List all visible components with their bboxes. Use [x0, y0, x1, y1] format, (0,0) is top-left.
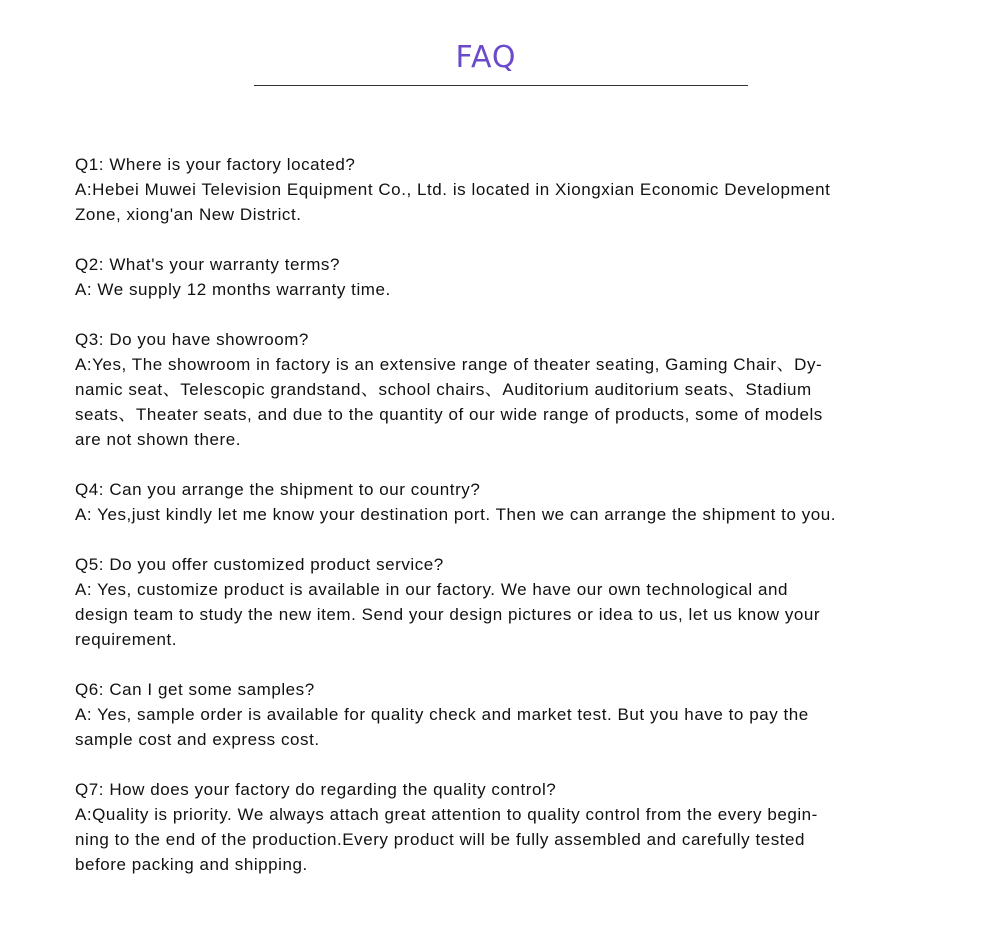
faq-answer-line: requirement. [75, 630, 178, 649]
title-divider [254, 85, 748, 86]
faq-item-1 [75, 152, 975, 227]
page-title: FAQ [455, 40, 517, 75]
faq-item-3 [75, 327, 975, 452]
faq-item-5 [75, 552, 975, 652]
faq-answer-line: A:Hebei Muwei Television Equipment Co., Ltd. is located in Xiongxian Economic Development [75, 180, 831, 199]
faq-question: Q3: Do you have showroom? [75, 330, 309, 349]
faq-question: Q2: What's your warranty terms? [75, 255, 340, 274]
faq-answer-line: design team to study the new item. Send your design pictures or idea to us, let us know your [75, 605, 821, 624]
faq-answer-line: seats、Theater seats, and due to the quantity of our wide range of products, some of models [75, 405, 823, 424]
faq-answer-line: are not shown there. [75, 430, 241, 449]
faq-answer-line: sample cost and express cost. [75, 730, 320, 749]
faq-answer-line: A: Yes, customize product is available in our factory. We have our own technological and [75, 580, 789, 599]
faq-answer-line: A: Yes, sample order is available for quality check and market test. But you have to pay the [75, 705, 809, 724]
faq-answer-line: A: Yes,just kindly let me know your destination port. Then we can arrange the shipment to you. [75, 505, 837, 524]
faq-question: Q5: Do you offer customized product service? [75, 555, 444, 574]
faq-question: Q6: Can I get some samples? [75, 680, 315, 699]
faq-question: Q1: Where is your factory located? [75, 155, 356, 174]
faq-item-2 [75, 252, 975, 302]
faq-answer-line: A: We supply 12 months warranty time. [75, 280, 391, 299]
faq-answer-line: A:Yes, The showroom in factory is an extensive range of theater seating, Gaming Chair、Dy- [75, 355, 823, 374]
faq-answer-line: A:Quality is priority. We always attach great attention to quality control from the every begin- [75, 805, 818, 824]
faq-item-7 [75, 777, 975, 877]
faq-list [75, 152, 975, 902]
faq-answer-line: namic seat、Telescopic grandstand、school chairs、Auditorium auditorium seats、Stadium [75, 380, 812, 399]
faq-item-4 [75, 477, 975, 527]
faq-answer-line: before packing and shipping. [75, 855, 308, 874]
faq-item-6 [75, 677, 975, 752]
faq-question: Q7: How does your factory do regarding the quality control? [75, 780, 557, 799]
faq-answer-line: Zone, xiong'an New District. [75, 205, 302, 224]
faq-answer-line: ning to the end of the production.Every product will be fully assembled and carefully tested [75, 830, 806, 849]
faq-question: Q4: Can you arrange the shipment to our country? [75, 480, 481, 499]
